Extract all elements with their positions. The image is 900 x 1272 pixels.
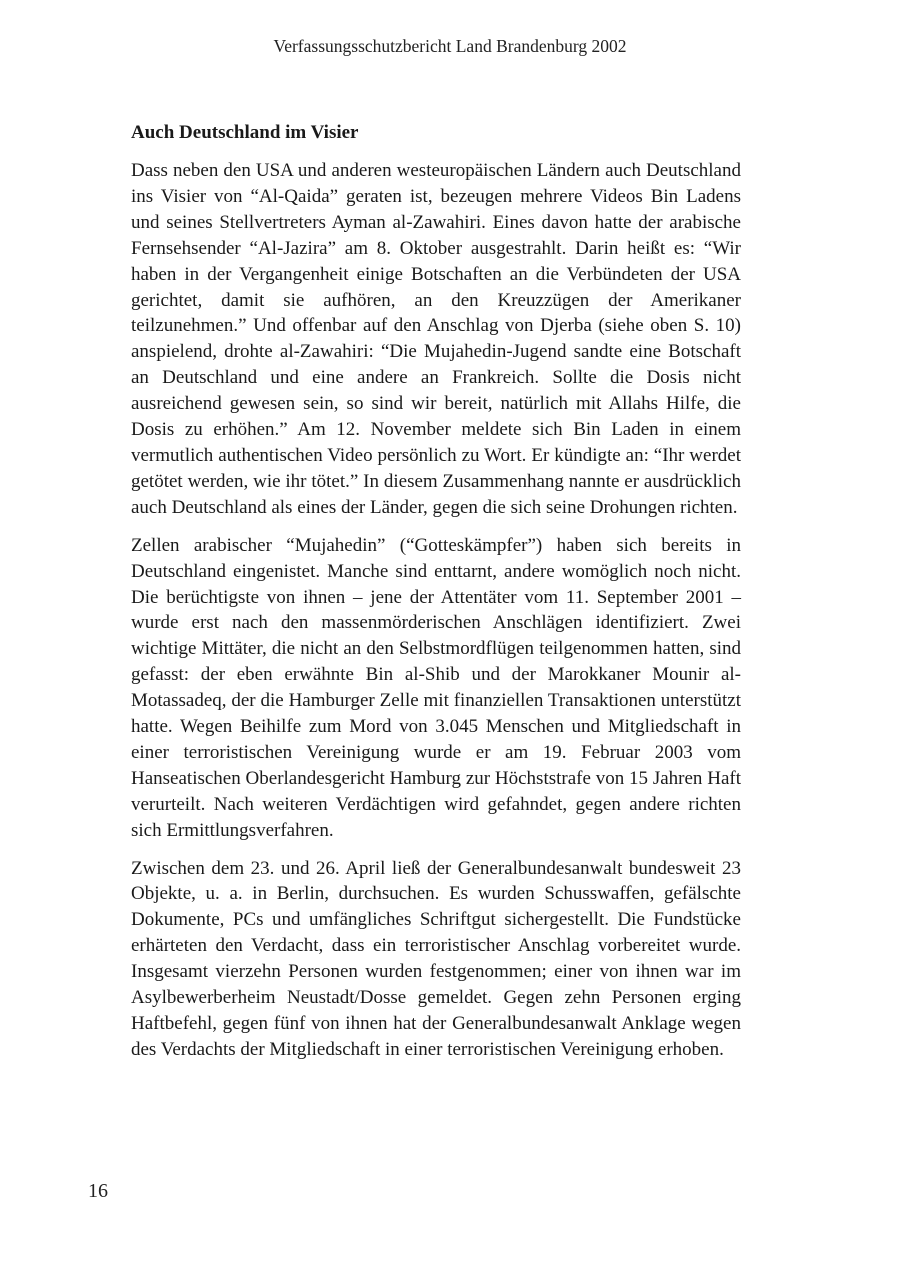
- paragraph-1: Dass neben den USA und anderen westeuropäischen Ländern auch Deutschland ins Visier von “Al-Qaida” geraten ist, bezeugen mehrere Videos Bin Ladens und seines Stellvertreters Ayman al-Zawahiri. Eines davon hatte der arabische Fernsehsender “Al-Jazira” am 8. Oktober ausgestrahlt. Darin heißt es: “Wir haben in der Vergangenheit einige Botschaften an die Verbündeten der USA gerichtet, damit sie aufhören, an den Kreuzzügen der Amerikaner teilzunehmen.” Und offenbar auf den Anschlag von Djerba (siehe oben S. 10) anspielend, drohte al-Zawahiri: “Die Mujahedin-Jugend sandte eine Botschaft an Deutschland und eine andere an Frankreich. Sollte die Dosis nicht ausreichend gewesen sein, so sind wir bereit, natürlich mit Allahs Hilfe, die Dosis zu erhöhen.” Am 12. November meldete sich Bin Laden in einem vermutlich authentischen Video persönlich zu Wort. Er kündigte an: “Ihr werdet getötet werden, wie ihr tötet.” In diesem Zusammenhang nannte er ausdrücklich auch Deutschland als eines der Länder, gegen die sich seine Drohungen richten.: [131, 160, 741, 518]
- paragraph-2: Zellen arabischer “Mujahedin” (“Gotteskämpfer”) haben sich bereits in Deutschland eingenistet. Manche sind enttarnt, andere womöglich noch nicht. Die berüchtigste von ihnen – jene der Attentäter vom 11. September 2001 – wurde erst nach den massenmörderischen Anschlägen identifiziert. Zwei wichtige Mittäter, die nicht an den Selbstmordflügen teilgenommen hatten, sind gefasst: der eben erwähnte Bin al-Shib und der Marokkaner Mounir al-Motassadeq, der die Hamburger Zelle mit finanziellen Transaktionen unterstützt hatte. Wegen Beihilfe zum Mord von 3.045 Menschen und Mitgliedschaft in einer terroristischen Vereinigung wurde er am 19. Februar 2003 vom Hanseatischen Oberlandesgericht Hamburg zur Höchststrafe von 15 Jahren Haft verurteilt. Nach weiteren Verdächtigen wird gefahndet, gegen andere richten sich Ermittlungsverfahren.: [131, 534, 741, 841]
- page-number: 16: [88, 1180, 108, 1202]
- running-header: Verfassungsschutzbericht Land Brandenburg 2002: [273, 36, 627, 56]
- page-content: [131, 120, 741, 1075]
- section-heading: Auch Deutschland im Visier: [131, 122, 359, 143]
- paragraph-3: Zwischen dem 23. und 26. April ließ der Generalbundesanwalt bundesweit 23 Objekte, u. a. in Berlin, durchsuchen. Es wurden Schusswaffen, gefälschte Dokumente, PCs und umfängliches Schriftgut sichergestellt. Die Fundstücke erhärteten den Verdacht, dass ein terroristischer Anschlag vorbereitet wurde. Insgesamt vierzehn Personen wurden festgenommen; einer von ihnen war im Asylbewerberheim Neustadt/Dosse gemeldet. Gegen zehn Personen erging Haftbefehl, gegen fünf von ihnen hat der Generalbundesanwalt Anklage wegen des Verdachts der Mitgliedschaft in einer terroristischen Vereinigung erhoben.: [131, 857, 741, 1060]
